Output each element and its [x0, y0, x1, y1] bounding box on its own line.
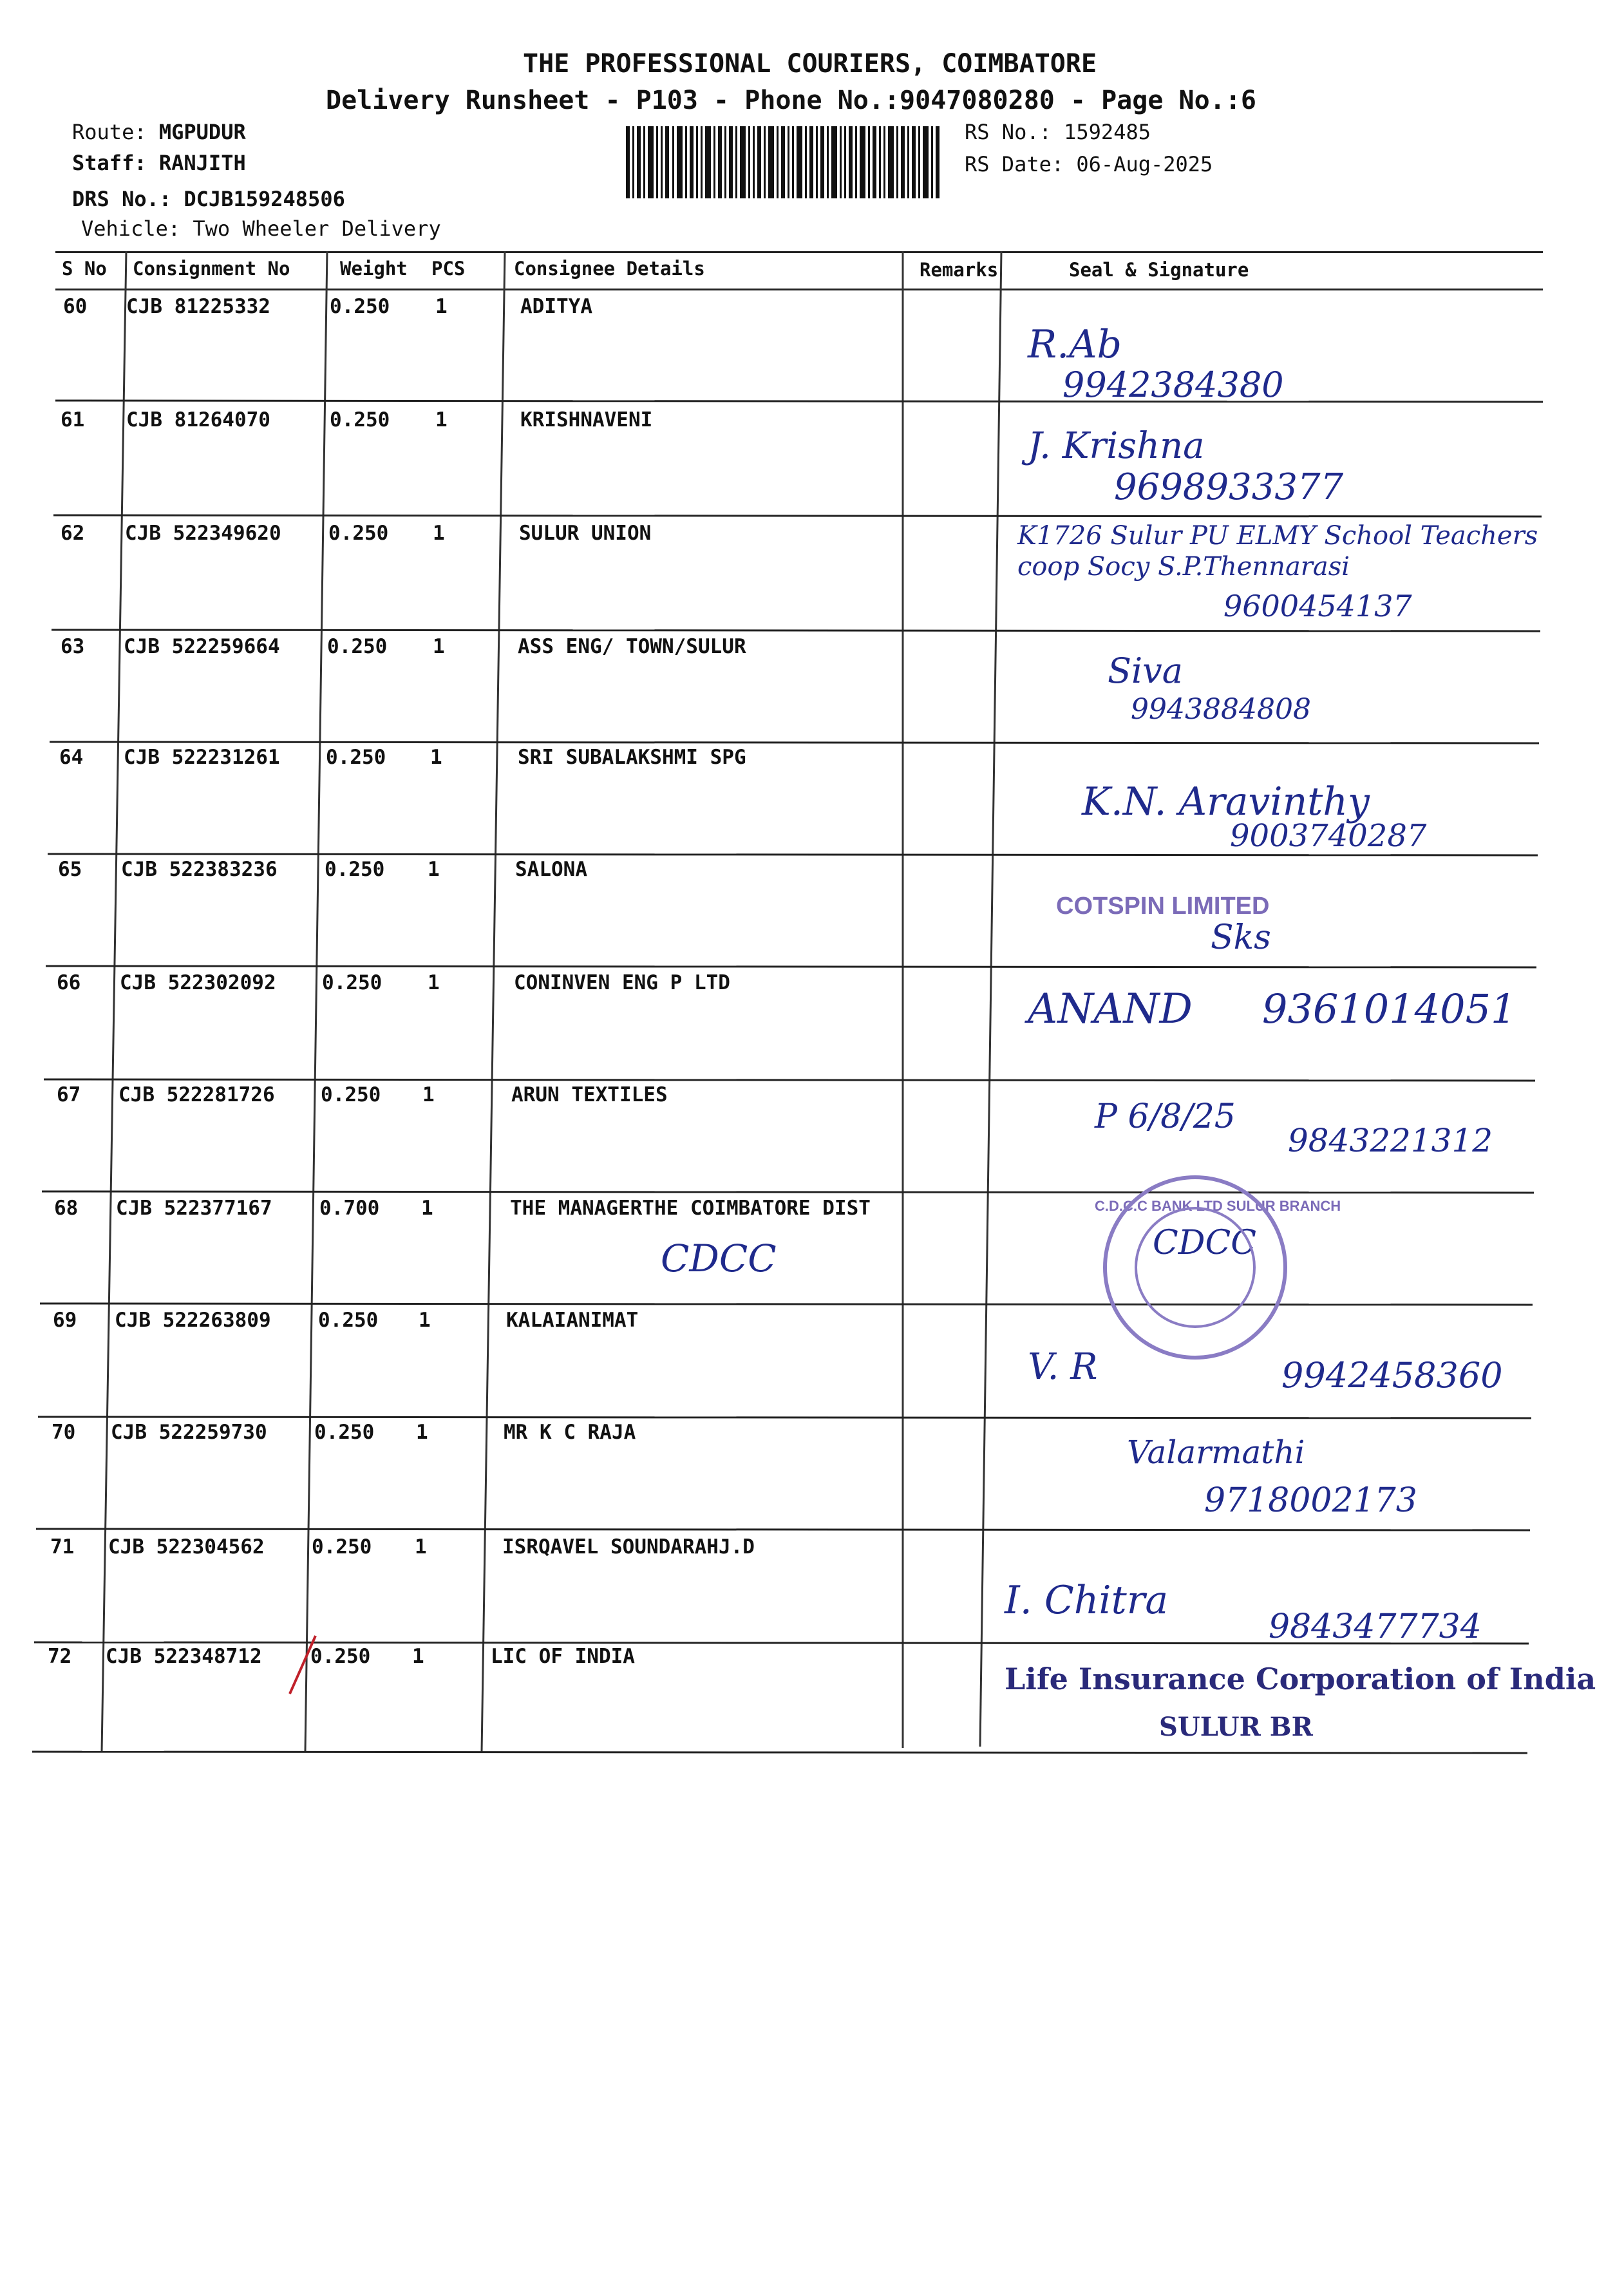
- row-rule: [53, 515, 1542, 517]
- cell-consignee: KALAIANIMAT: [506, 1309, 639, 1332]
- rs-number: RS No.: 1592485: [965, 120, 1151, 144]
- signature-phone: 9942458360: [1281, 1355, 1503, 1396]
- col-header-pcs: PCS: [431, 258, 466, 280]
- row-rule: [40, 1304, 1533, 1305]
- cell-consignee: LIC OF INDIA: [491, 1645, 635, 1668]
- cell-consignee: THE MANAGERTHE COIMBATORE DIST: [510, 1197, 871, 1220]
- cell-sno: 70: [52, 1421, 76, 1444]
- row-rule: [48, 854, 1538, 855]
- rs-date: RS Date: 06-Aug-2025: [965, 152, 1213, 176]
- cell-weight: 0.250: [312, 1535, 372, 1559]
- cell-pcs: 1: [419, 1309, 431, 1332]
- cell-weight: 0.250: [327, 635, 388, 658]
- cell-consignee: KRISHNAVENI: [520, 408, 653, 431]
- cell-pcs: 1: [416, 1421, 428, 1444]
- seal-text: Life Insurance Corporation of India: [1005, 1662, 1596, 1696]
- cell-consignee: CONINVEN ENG P LTD: [514, 971, 730, 994]
- cell-pcs: 1: [435, 408, 448, 431]
- cell-sno: 69: [53, 1309, 77, 1332]
- cell-sno: 68: [54, 1197, 79, 1220]
- cell-consignment: CJB 522302092: [120, 971, 276, 994]
- cell-pcs: 1: [435, 295, 448, 318]
- signature-name: K.N. Aravinthy: [1082, 779, 1370, 824]
- signature-name: CDCC: [1153, 1224, 1257, 1262]
- signature-name: V. R: [1028, 1346, 1098, 1388]
- signature-name: Siva: [1108, 650, 1183, 691]
- cell-consignment: CJB 522377167: [116, 1197, 272, 1220]
- cell-sno: 71: [50, 1535, 75, 1559]
- cell-consignee: ASS ENG/ TOWN/SULUR: [518, 635, 746, 658]
- cell-sno: 66: [57, 971, 81, 994]
- col-header-weight: Weight: [340, 258, 408, 280]
- row-rule: [36, 1529, 1530, 1530]
- cell-weight: 0.700: [319, 1197, 380, 1220]
- signature-name: Sks: [1211, 918, 1271, 957]
- cell-sno: 63: [61, 635, 85, 658]
- col-header-consignee: Consignee Details: [514, 258, 705, 280]
- signature-phone: 9698933377: [1114, 466, 1344, 508]
- signature-phone: 9718002173: [1204, 1481, 1417, 1520]
- cell-weight: 0.250: [321, 1083, 381, 1106]
- staff-label: Staff:: [72, 151, 147, 175]
- cell-sno: 67: [57, 1083, 81, 1106]
- signature-name: P 6/8/25: [1095, 1097, 1236, 1136]
- cell-weight: 0.250: [325, 858, 385, 881]
- signature-name: I. Chitra: [1005, 1578, 1169, 1623]
- row-rule: [46, 966, 1536, 967]
- route-value: MGPUDUR: [158, 120, 246, 144]
- cell-weight: 0.250: [326, 746, 386, 769]
- cell-weight: 0.250: [310, 1645, 371, 1668]
- row-rule: [50, 742, 1539, 743]
- cell-pcs: 1: [433, 522, 445, 545]
- cell-weight: 0.250: [314, 1421, 375, 1444]
- drs-label: DRS No.:: [72, 187, 172, 211]
- cell-consignment: CJB 522348712: [106, 1645, 262, 1668]
- cell-sno: 60: [63, 295, 88, 318]
- signature-phone: 9943884808: [1131, 693, 1311, 726]
- signature-phone: 9600454137: [1223, 589, 1412, 623]
- cell-pcs: 1: [415, 1535, 427, 1559]
- row-rule: [32, 1752, 1527, 1753]
- seal-text: C.D.C.C BANK LTD SULUR BRANCH: [1095, 1198, 1341, 1214]
- cell-weight: 0.250: [328, 522, 389, 545]
- runsheet-subtitle: Delivery Runsheet - P103 - Phone No.:9047080280 - Page No.:6: [326, 86, 1256, 115]
- handwritten-note: CDCC: [661, 1237, 777, 1280]
- row-rule: [44, 1079, 1535, 1081]
- signature-phone: 9843221312: [1288, 1122, 1493, 1159]
- cell-sno: 65: [58, 858, 82, 881]
- vehicle: Vehicle: Two Wheeler Delivery: [81, 216, 441, 241]
- row-rule: [38, 1417, 1531, 1418]
- cell-consignment: CJB 522263809: [115, 1309, 271, 1332]
- cell-pcs: 1: [421, 1197, 433, 1220]
- cell-consignee: ISRQAVEL SOUNDARAHJ.D: [502, 1535, 755, 1559]
- cell-consignment: CJB 522281726: [118, 1083, 275, 1106]
- red-tick-mark: [283, 1629, 322, 1700]
- cell-pcs: 1: [430, 746, 442, 769]
- col-header-signature: Seal & Signature: [1069, 259, 1249, 281]
- signature-name: K1726 Sulur PU ELMY School Teachers coop Socy S.P.Thennarasi: [1017, 521, 1538, 582]
- row-rule: [52, 630, 1540, 631]
- drs-value: DCJB159248506: [184, 187, 345, 211]
- cell-weight: 0.250: [330, 408, 390, 431]
- cell-consignee: ARUN TEXTILES: [511, 1083, 668, 1106]
- seal-text: COTSPIN LIMITED: [1056, 893, 1270, 920]
- cell-weight: 0.250: [318, 1309, 379, 1332]
- col-header-consignment: Consignment No: [133, 258, 290, 280]
- col-header-remarks: Remarks: [920, 259, 999, 281]
- cell-consignee: MR K C RAJA: [504, 1421, 636, 1444]
- signature-name: ANAND: [1028, 985, 1193, 1033]
- bank-seal-stamp: [1092, 1171, 1298, 1364]
- cell-consignment: CJB 522259730: [111, 1421, 267, 1444]
- cell-consignment: CJB 522259664: [124, 635, 280, 658]
- signature-name: J. Krishna: [1028, 425, 1205, 467]
- cell-consignment: CJB 522349620: [125, 522, 281, 545]
- cell-consignment: CJB 522231261: [124, 746, 280, 769]
- cell-pcs: 1: [422, 1083, 435, 1106]
- cell-consignee: SRI SUBALAKSHMI SPG: [518, 746, 746, 769]
- cell-sno: 61: [61, 408, 85, 431]
- cell-sno: 62: [61, 522, 85, 545]
- cell-consignment: CJB 81264070: [126, 408, 270, 431]
- cell-consignment: CJB 81225332: [126, 295, 270, 318]
- signature-phone: 9361014051: [1262, 985, 1516, 1032]
- signature-phone: 9942384380: [1062, 365, 1284, 405]
- cell-consignee: ADITYA: [520, 295, 592, 318]
- route-label: Route:: [72, 120, 147, 144]
- cell-weight: 0.250: [330, 295, 390, 318]
- cell-pcs: 1: [412, 1645, 424, 1668]
- signature-phone: 9843477734: [1269, 1607, 1482, 1646]
- cell-pcs: 1: [433, 635, 445, 658]
- signature-name: R.Ab: [1028, 322, 1122, 367]
- cell-consignment: CJB 522383236: [121, 858, 278, 881]
- cell-weight: 0.250: [322, 971, 382, 994]
- row-rule: [42, 1191, 1534, 1193]
- col-header-sno: S No: [62, 258, 107, 280]
- cell-pcs: 1: [428, 971, 440, 994]
- cell-consignee: SALONA: [515, 858, 587, 881]
- company-title: THE PROFESSIONAL COURIERS, COIMBATORE: [523, 49, 1097, 79]
- cell-pcs: 1: [428, 858, 440, 881]
- staff-value: RANJITH: [158, 151, 246, 175]
- signature-phone: 9003740287: [1230, 818, 1427, 854]
- row-rule: [55, 401, 1543, 402]
- cell-sno: 72: [48, 1645, 72, 1668]
- cell-consignee: SULUR UNION: [519, 522, 652, 545]
- signature-name: Valarmathi: [1127, 1434, 1305, 1471]
- cell-consignment: CJB 522304562: [108, 1535, 265, 1559]
- cell-sno: 64: [59, 746, 84, 769]
- signature-name: SULUR BR: [1159, 1712, 1313, 1742]
